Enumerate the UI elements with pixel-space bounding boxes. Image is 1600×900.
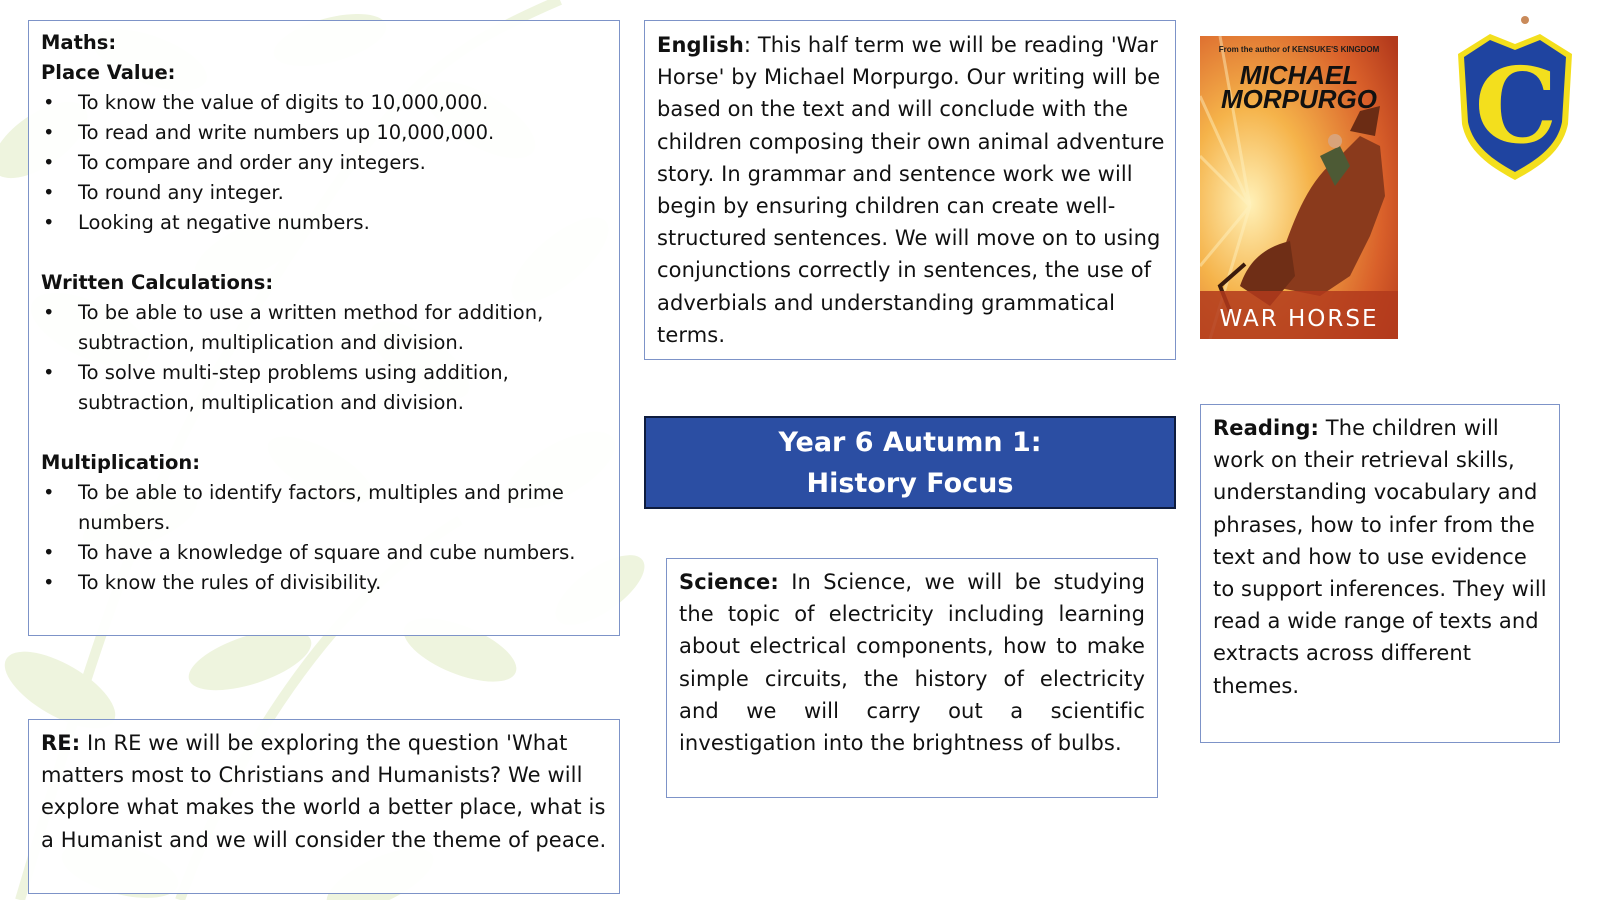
list-item: • To round any integer. [41,178,609,208]
reading-body: The children will work on their retrieval skills, understanding vocabulary and phrases, how to infer from the text and how to use evidence to support inferences. They will read a wide range of texts and extracts across different themes. [1213,416,1547,698]
school-crest-logo [1450,14,1580,184]
list-item: • To compare and order any integers. [41,148,609,178]
place-value-list [41,88,609,238]
re-label: RE: [41,731,81,755]
science-body: In Science, we will be studying the topic of electricity including learning about electrical components, how to make simple circuits, the history of electricity and we will carry out a scientific investigation into the brightness of bulbs. [679,570,1145,756]
list-item: • To be able to identify factors, multiples and prime numbers. [41,478,609,538]
english-body: : This half term we will be reading 'War Horse' by Michael Morpurgo. Our writing will be based on the text and will conclude with the children composing their own animal adventure story. In grammar and sentence work we will begin by ensuring children can create well-structured sentences. We will move on to using conjunctions correctly in sentences, the use of adverbials and understanding grammatical terms. [657,33,1165,347]
english-panel [644,20,1176,360]
list-item: • To read and write numbers up 10,000,000. [41,118,609,148]
list-item: • To know the value of digits to 10,000,000. [41,88,609,118]
written-calculations-heading: Written Calculations: [41,271,274,294]
english-label: English [657,33,744,57]
list-item: • To have a knowledge of square and cube numbers. [41,538,609,568]
war-horse-book-cover [1200,36,1398,339]
list-item: • To solve multi-step problems using addition, subtraction, multiplication and division. [41,358,609,418]
list-item: • To be able to use a written method for addition, subtraction, multiplication and division. [41,298,609,358]
multiplication-heading: Multiplication: [41,451,201,474]
list-item: • Looking at negative numbers. [41,208,609,238]
re-panel [28,719,620,894]
list-item: • To know the rules of divisibility. [41,568,609,598]
reading-text [1213,412,1549,702]
science-panel [666,558,1158,798]
book-author-line2: MORPURGO [1221,84,1377,114]
year-focus-banner [644,416,1176,509]
book-tagline: From the author of KENSUKE'S KINGDOM [1218,45,1380,54]
written-calculations-list [41,298,609,418]
reading-panel [1200,404,1560,743]
place-value-heading: Place Value: [41,61,176,84]
book-title: WAR HORSE [1219,306,1379,332]
science-label: Science: [679,570,779,594]
re-text [41,727,609,856]
maths-heading: Maths: [41,31,117,54]
re-body: In RE we will be exploring the question 'What matters most to Christians and Humanists? We will explore what makes the world a better place, what is a Humanist and we will consider the theme of peace. [41,731,607,852]
banner-line-2: History Focus [806,468,1014,499]
banner-line-1: Year 6 Autumn 1: [778,427,1042,458]
english-text [657,29,1165,351]
crest-letter: C [1474,44,1558,167]
multiplication-list [41,478,609,598]
book-author-line1: MICHAEL [1239,60,1359,90]
science-text [679,566,1145,759]
reading-label: Reading: [1213,416,1319,440]
maths-panel [28,20,620,636]
